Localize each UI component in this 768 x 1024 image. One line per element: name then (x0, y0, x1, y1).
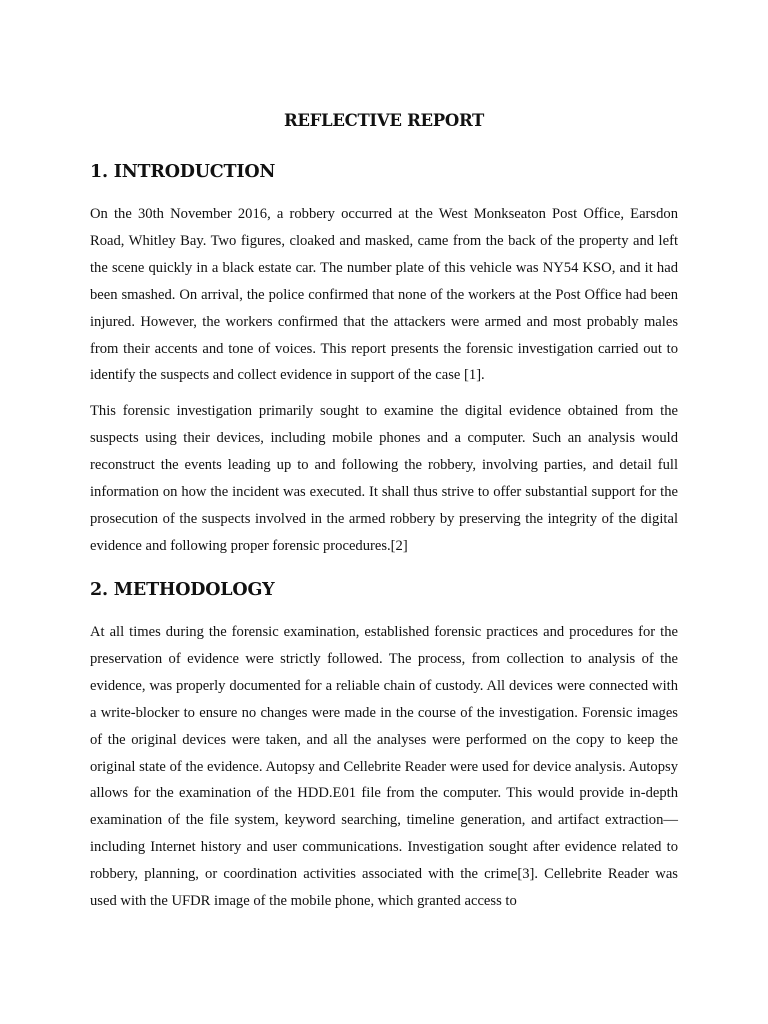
section-heading-methodology: 2. METHODOLOGY (90, 580, 275, 600)
introduction-paragraph-1: On the 30th November 2016, a robbery occurred at the West Monkseaton Post Office, Earsdon Road, Whitley Bay. Two figures, cloaked and masked, came from the back of the property and left the scene quickly in a black estate car. The number plate of this vehicle was NY54 KSO, and it had been smashed. On arrival, the police confirmed that none of the workers at the Post Office had been injured. However, the workers confirmed that the attackers were armed and most probably males from their accents and tone of voices. This report presents the forensic investigation carried out to identify the suspects and collect evidence in support of the case [1]. (90, 206, 678, 384)
introduction-paragraph-2: This forensic investigation primarily sought to examine the digital evidence obtained from the suspects using their devices, including mobile phones and a computer. Such an analysis would reconstruct the events leading up to and following the robbery, involving parties, and detail full information on how the incident was executed. It shall thus strive to offer substantial support for the prosecution of the suspects involved in the armed robbery by preserving the integrity of the digital evidence and following proper forensic procedures.[2] (90, 403, 678, 554)
methodology-paragraph-1: At all times during the forensic examination, established forensic practices and procedures for the preservation of evidence were strictly followed. The process, from collection to analysis of the evidence, was properly documented for a reliable chain of custody. All devices were connected with a write-blocker to ensure no changes were made in the course of the investigation. Forensic images of the original devices were taken, and all the analyses were performed on the copy to keep the original state of the evidence. Autopsy and Cellebrite Reader were used for device analysis. Autopsy allows for the examination of the HDD.E01 file from the computer. This would provide in-depth examination of the file system, keyword searching, timeline generation, and artifact extraction—including Internet history and user communications. Investigation sought after evidence related to robbery, planning, or coordination activities associated with the crime[3]. Cellebrite Reader was used with the UFDR image of the mobile phone, which granted access to (90, 624, 678, 910)
document-title: REFLECTIVE REPORT (283, 111, 485, 130)
section-heading-introduction: 1. INTRODUCTION (90, 162, 276, 182)
